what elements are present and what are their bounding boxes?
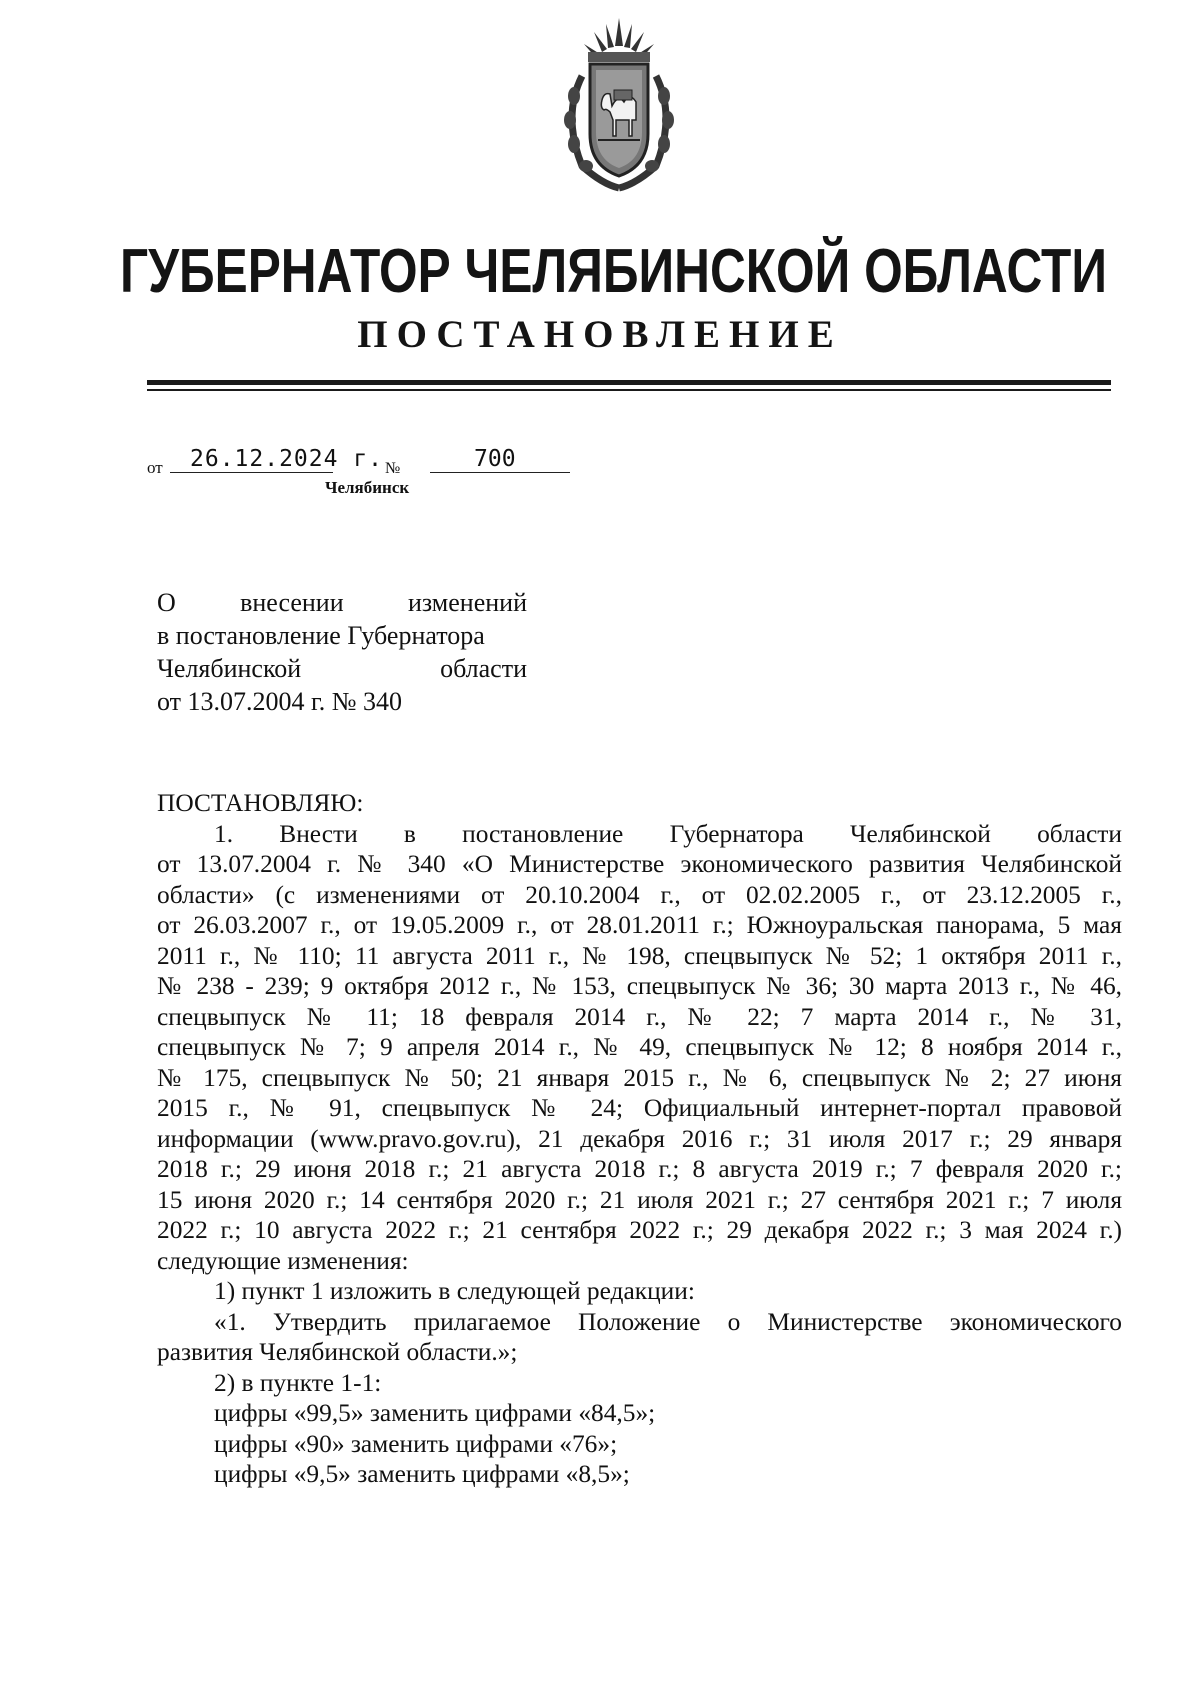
header-divider-thick — [147, 380, 1111, 385]
body-line: 2015 г., № 91, спецвыпуск № 24; Официальный интернет-портал правовой — [157, 1094, 1122, 1122]
body-line: № 175, спецвыпуск № 50; 21 января 2015 г., № 6, спецвыпуск № 2; 27 июня — [157, 1063, 1122, 1092]
body-line: № 238 - 239; 9 октября 2012 г., № 153, спецвыпуск № 36; 30 марта 2013 г., № 46, — [157, 972, 1122, 1000]
document-date: 26.12.2024 г. — [190, 446, 384, 472]
decree-heading: ПОСТАНОВЛЯЮ: — [157, 789, 364, 817]
subject-line: О внесении изменений — [157, 588, 527, 617]
body-line: области» (с изменениями от 20.10.2004 г., от 02.02.2005 г., от 23.12.2005 г., — [157, 880, 1122, 909]
document-number: 700 — [474, 446, 516, 472]
date-prefix-label: от — [147, 458, 163, 477]
subject-line: Челябинской области — [157, 654, 527, 683]
document-body — [157, 788, 1122, 1490]
body-line: 1) пункт 1 изложить в следующей редакции: — [214, 1277, 695, 1305]
body-line: от 26.03.2007 г., от 19.05.2009 г., от 28.01.2011 г.; Южноуральская панорама, 5 мая — [157, 911, 1122, 939]
body-line: от 13.07.2004 г. № 340 «О Министерстве экономического развития Челябинской — [157, 850, 1122, 878]
body-line: развития Челябинской области.»; — [157, 1338, 518, 1366]
body-line: цифры «9,5» заменить цифрами «8,5»; — [214, 1460, 630, 1488]
body-line: 1. Внести в постановление Губернатора Челябинской области — [214, 819, 1122, 848]
number-underline — [430, 472, 570, 473]
subject-line: в постановление Губернатора — [157, 621, 485, 650]
body-line: спецвыпуск № 7; 9 апреля 2014 г., № 49, спецвыпуск № 12; 8 ноября 2014 г., — [157, 1033, 1122, 1061]
body-line: «1. Утвердить прилагаемое Положение о Министерстве экономического — [214, 1307, 1122, 1336]
document-type-title: ПОСТАНОВЛЕНИЕ — [357, 313, 843, 356]
coat-of-arms-emblem — [552, 16, 686, 192]
number-sign-label: № — [385, 460, 401, 477]
coat-of-arms-icon — [552, 16, 686, 192]
body-line: 2) в пункте 1-1: — [214, 1368, 382, 1397]
body-line: цифры «99,5» заменить цифрами «84,5»; — [214, 1399, 656, 1427]
body-line: 15 июня 2020 г.; 14 сентября 2020 г.; 21 июля 2021 г.; 27 сентября 2021 г.; 7 июля — [157, 1185, 1122, 1214]
body-line: 2018 г.; 29 июня 2018 г.; 21 августа 2018 г.; 8 августа 2019 г.; 7 февраля 2020 г.; — [157, 1155, 1122, 1183]
subject-line: от 13.07.2004 г. № 340 — [157, 687, 403, 716]
document-subject — [157, 586, 527, 718]
body-line: цифры «90» заменить цифрами «76»; — [214, 1429, 618, 1458]
body-line: спецвыпуск № 11; 18 февраля 2014 г., № 22; 7 марта 2014 г., № 31, — [157, 1002, 1122, 1031]
date-underline — [170, 472, 333, 473]
body-line: следующие изменения: — [157, 1246, 409, 1275]
header-divider-thin — [147, 389, 1111, 391]
body-line: 2011 г., № 110; 11 августа 2011 г., № 198, спецвыпуск № 52; 1 октября 2011 г., — [157, 941, 1122, 970]
document-city: Челябинск — [325, 478, 410, 497]
issuing-authority-title: ГУБЕРНАТОР ЧЕЛЯБИНСКОЙ ОБЛАСТИ — [120, 237, 1107, 306]
body-line: 2022 г.; 10 августа 2022 г.; 21 сентября 2022 г.; 29 декабря 2022 г.; 3 мая 2024 г.) — [157, 1216, 1122, 1244]
body-line: информации (www.pravo.gov.ru), 21 декабря 2016 г.; 31 июля 2017 г.; 29 января — [157, 1124, 1122, 1153]
